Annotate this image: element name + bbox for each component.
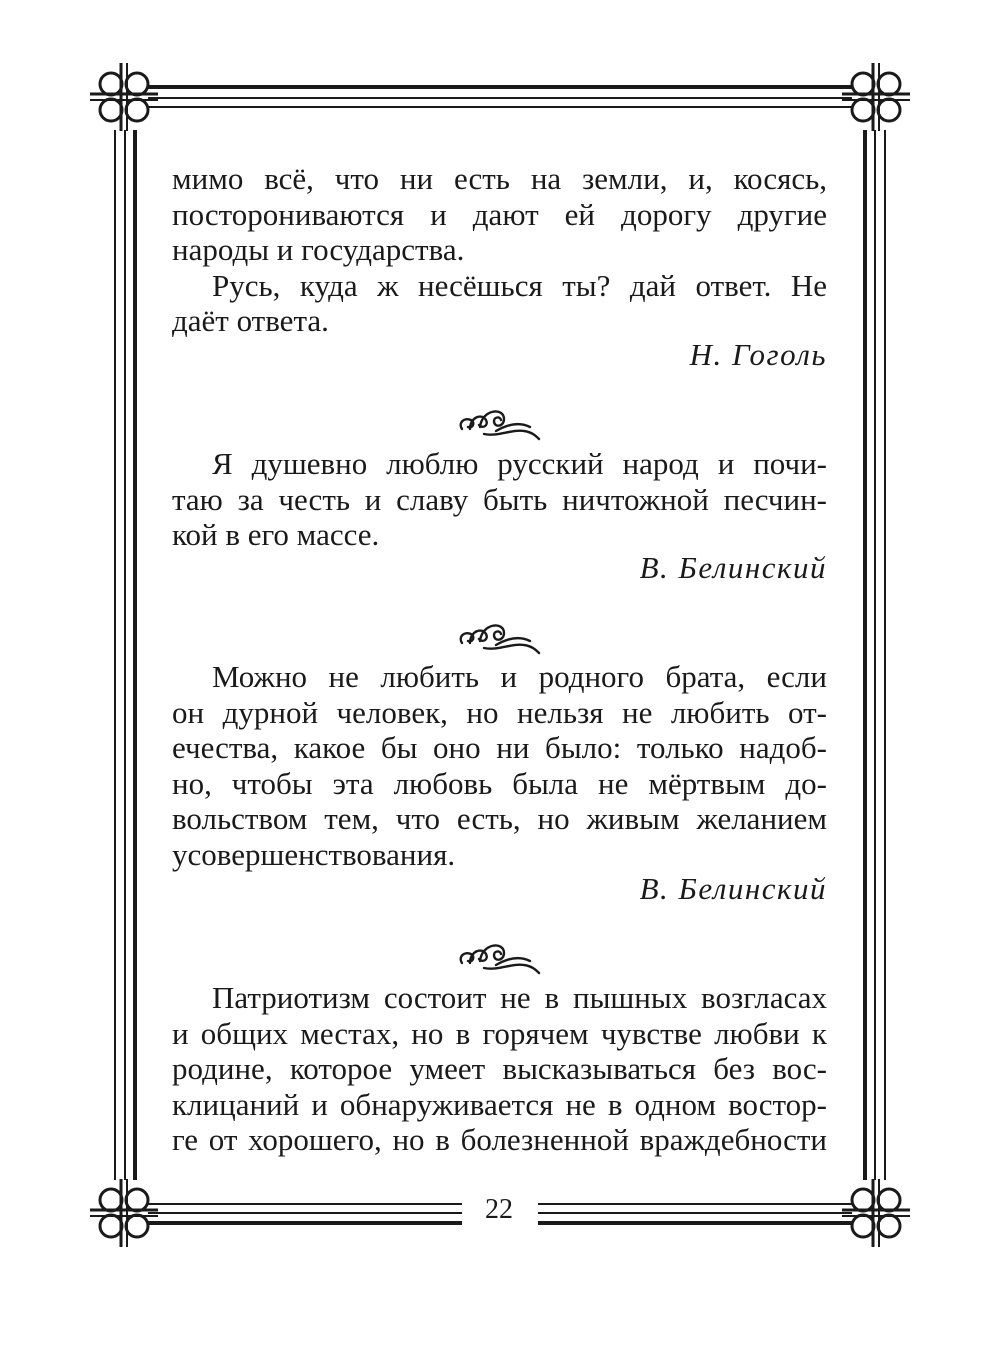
passage-belinsky-2 [172, 659, 827, 872]
swirl-ornament-icon [456, 937, 542, 977]
author-attribution: В. Белинский [639, 550, 827, 585]
text-line: и общих местах, но в горячем чувстве любви к [172, 1015, 827, 1051]
text-line: родине, которое умеет высказываться без вос- [172, 1051, 827, 1086]
author-attribution: В. Белинский [639, 871, 827, 906]
swirl-ornament-icon [456, 617, 542, 657]
text-line: он дурной человек, но нельзя не любить от- [172, 694, 827, 730]
passage-patriotism [172, 980, 827, 1158]
text-line: таю за честь и славу быть ничтожной песчин- [172, 481, 827, 517]
corner-knot-top-left [90, 63, 158, 131]
text-line: Патриотизм состоит не в пышных возгласах [212, 980, 827, 1015]
text-line: ге от хорошего, но в болезненной враждебности [172, 1122, 827, 1157]
text-line: Можно не любить и родного брата, если [212, 659, 827, 694]
text-line: Русь, куда ж несёшься ты? дай ответ. Не [212, 267, 827, 303]
passage-gogol [172, 161, 827, 339]
text-line: ечества, какое бы оно ни было: только надоб- [172, 730, 827, 765]
text-line: посторониваются и дают ей дорогу другие [172, 196, 827, 232]
passage-belinsky-1 [172, 446, 827, 553]
text-line: усовершенствования. [172, 836, 456, 872]
text-line: Я душевно люблю русский народ и почи- [212, 446, 827, 481]
corner-knot-top-right [842, 63, 910, 131]
page-number: 22 [485, 1194, 513, 1225]
text-line: но, чтобы эта любовь была не мёртвым до- [172, 765, 827, 801]
text-line: народы и государства. [172, 232, 465, 267]
author-attribution: Н. Гоголь [689, 337, 827, 372]
text-line: мимо всё, что ни есть на земли, и, косясь, [172, 161, 827, 196]
swirl-ornament-icon [456, 403, 542, 443]
text-line: даёт ответа. [172, 303, 329, 338]
text-line: кой в его массе. [172, 517, 380, 552]
text-line: вольством тем, что есть, но живым желанием [172, 801, 827, 836]
corner-knot-bottom-right [842, 1179, 910, 1247]
text-line: клицаний и обнаруживается не в одном востор- [172, 1086, 827, 1122]
corner-knot-bottom-left [90, 1179, 158, 1247]
